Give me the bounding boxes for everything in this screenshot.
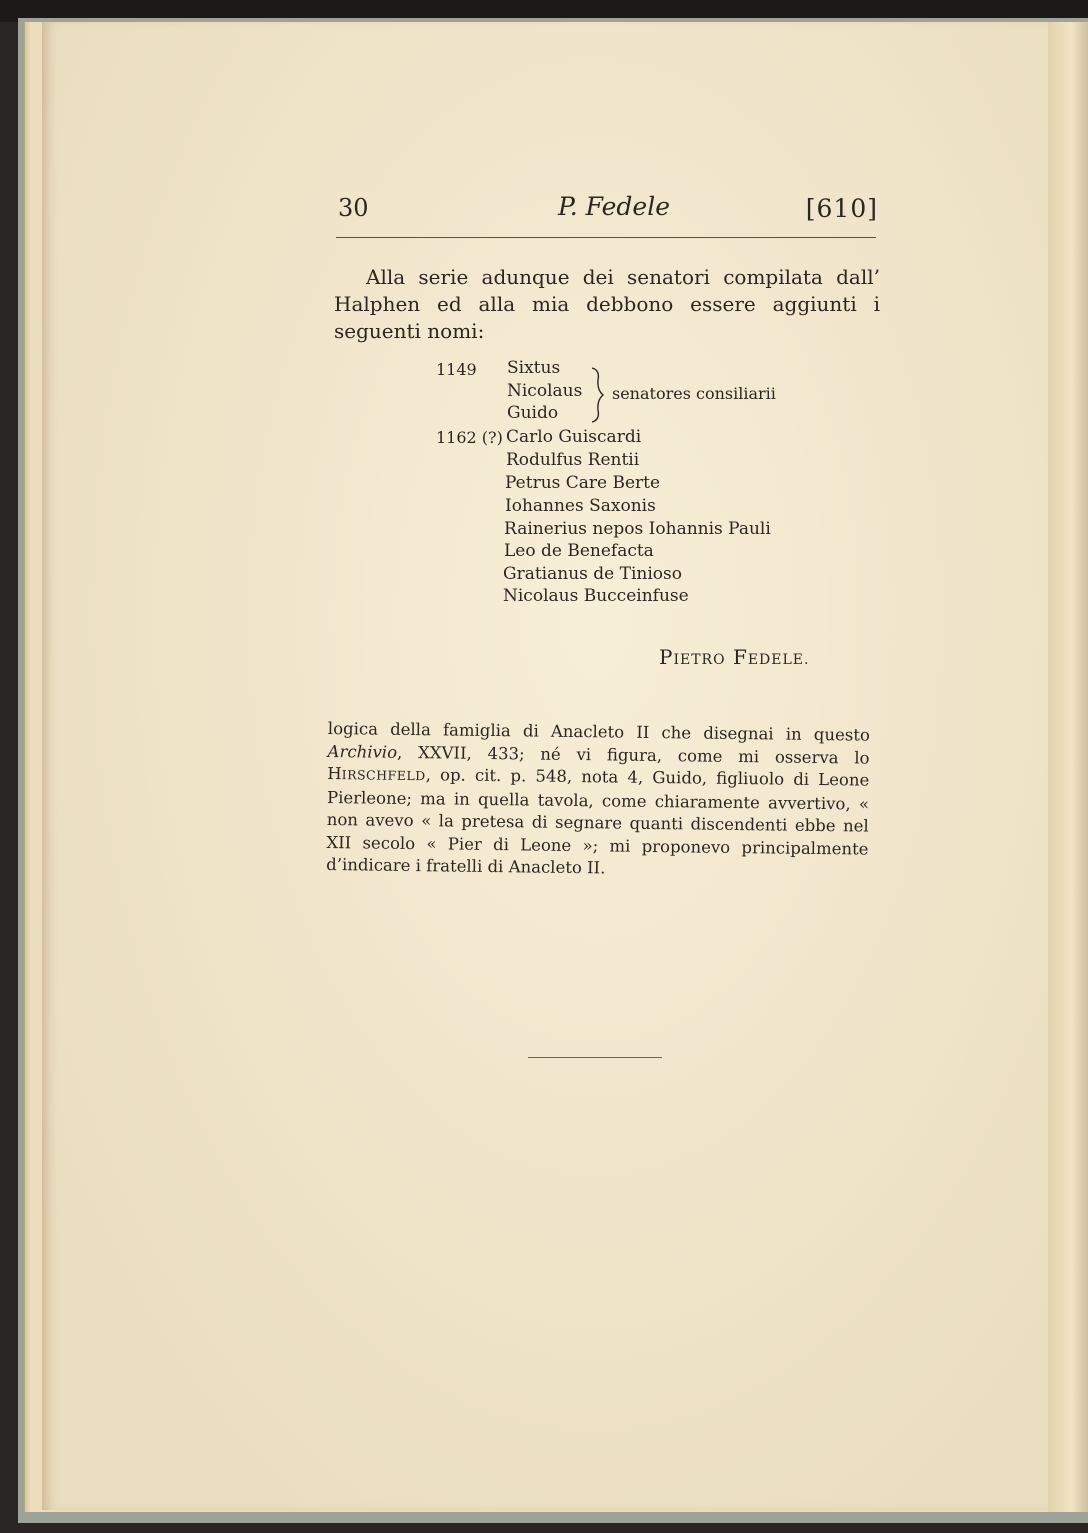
senator-name: Rodulfus Rentii xyxy=(506,450,640,470)
running-head: P. Fedele xyxy=(558,192,671,221)
footnote-small-caps: IRSCHFELD xyxy=(341,767,426,784)
signature-initial: F xyxy=(732,645,748,669)
curly-brace xyxy=(588,366,608,424)
senator-name: Nicolaus xyxy=(507,381,583,401)
senators-role-note: senatores consiliarii xyxy=(612,384,776,403)
senator-name: Guido xyxy=(507,403,559,423)
senator-name: Sixtus xyxy=(507,358,561,378)
footnote-italic: Archivio xyxy=(327,741,398,762)
signature-initial: P xyxy=(659,645,674,669)
author-signature xyxy=(659,645,809,669)
header-rule xyxy=(336,237,876,238)
facing-page-edge xyxy=(1048,22,1088,1512)
footnote-run: , op. cit. p. 548, nota 4, Guido, figliuolo di Leone Pierleone; ma in quella tavola, come chiaramente avvertivo, « non avevo « la pretesa di segnare quanti discendenti ebbe nel XII secolo « Pier di Leone »; mi proponevo principalmente d’indicare i fratelli di Anacleto II. xyxy=(326,765,870,878)
senator-name: Leo de Benefacta xyxy=(504,541,654,561)
intro-paragraph: Alla serie adunque dei senatori compilata dall’ Halphen ed alla mia debbono essere aggiunti i seguenti nomi: xyxy=(334,265,880,343)
senator-name: Gratianus de Tinioso xyxy=(503,564,682,584)
page-number: 30 xyxy=(338,194,369,222)
year-label: 1149 xyxy=(436,360,477,379)
page-header xyxy=(338,190,878,230)
signature-small-caps: IETRO xyxy=(673,652,726,668)
senator-name: Rainerius nepos Iohannis Pauli xyxy=(504,519,771,539)
senator-name: Iohannes Saxonis xyxy=(505,496,656,516)
footnote-run: logica della famiglia di Anacleto II che disegnai in questo xyxy=(327,718,870,745)
footnote-initial: H xyxy=(327,763,342,784)
year-label: 1162 (?) xyxy=(436,428,503,447)
footnote-run: , XXVII, 433; né vi figura, come mi osserva lo xyxy=(396,742,870,768)
senator-name: Nicolaus Bucceinfuse xyxy=(503,586,689,606)
footnote-text xyxy=(326,718,870,883)
end-rule xyxy=(528,1057,662,1058)
senator-name: Carlo Guiscardi xyxy=(506,427,642,447)
signature-small-caps: EDELE. xyxy=(747,652,810,668)
senator-name: Petrus Care Berte xyxy=(505,473,661,493)
original-page-number: [610] xyxy=(805,194,878,223)
